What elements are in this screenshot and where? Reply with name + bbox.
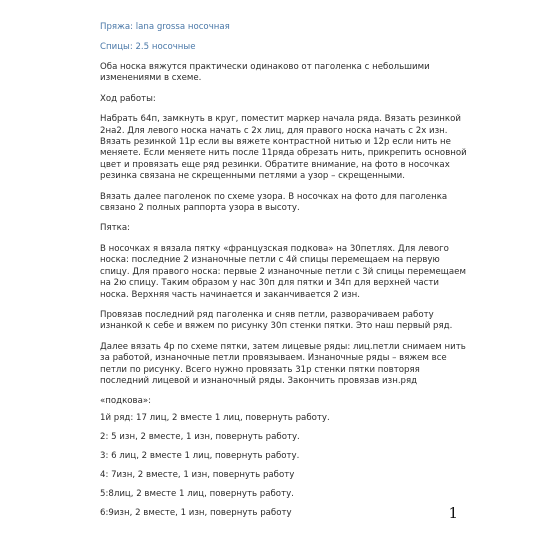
text-line: меняете. Если меняете нить после 11ряда обрезать нить, прикрепить основной xyxy=(100,148,467,159)
text-line: на 2ю спицу. Таким образом у нас 30п для пятки и 34п для верхней части xyxy=(100,278,439,289)
heel-row-5: 5:8лиц, 2 вместе 1 лиц, повернуть работу. xyxy=(100,489,294,500)
heel-title: Пятка: xyxy=(100,223,130,234)
text-line: Вязать резинкой 11р если вы вяжете контрастной нитью и 12р если нить не xyxy=(100,137,451,148)
text-line: 2на2. Для левого носка начать с 2х лиц, для правого носка начать с 2х изн. xyxy=(100,125,448,136)
text-line: связано 2 полных раппорта узора в высоту. xyxy=(100,203,300,214)
text-line: Провязав последний ряд паголенка и сняв петли, разворачиваем работу xyxy=(100,309,434,320)
yarn-heading: Пряжа: lana grossa носочная xyxy=(100,22,230,32)
text-line: носка. Верхняя часть начинается и заканчивается 2 изн. xyxy=(100,289,361,300)
heel-paragraph xyxy=(100,243,466,301)
document-body xyxy=(100,22,467,527)
heel-start-paragraph xyxy=(100,310,460,333)
heel-row-1: 1й ряд: 17 лиц, 2 вместе 1 лиц, повернуть работу. xyxy=(100,413,330,424)
text-line: спицу. Для правого носка: первые 2 изнаночные петли с 3й спицы перемещаем xyxy=(100,266,466,277)
heel-row-4: 4: 7изн, 2 вместе, 1 изн, повернуть работу xyxy=(100,470,295,481)
text-line: Далее вязать 4р по схеме пятки, затем лицевые ряды: лиц.петли снимаем нить xyxy=(100,341,466,352)
text-line: носка: последние 2 изнаночные петли с 4й спицы перемещаем на первую xyxy=(100,255,440,266)
needles-heading: Спицы: 2.5 носочные xyxy=(100,42,196,52)
horseshoe-title: «подкова»: xyxy=(100,396,152,407)
process-title: Ход работы: xyxy=(100,93,156,104)
heel-continue-paragraph xyxy=(100,341,466,388)
text-line: Вязать далее паголенок по схеме узора. В носочках на фото для паголенка xyxy=(100,191,448,202)
heel-row-2: 2: 5 изн, 2 вместе, 1 изн, повернуть работу. xyxy=(100,432,300,443)
leg-paragraph xyxy=(100,192,460,215)
text-line: Набрать 64п, замкнуть в круг, поместит маркер начала ряда. Вязать резинкой xyxy=(100,114,461,125)
text-line: за работой, изнаночные петли провязываем. Изнаночные ряды – вяжем все xyxy=(100,353,447,364)
text-line: Оба носка вяжутся практически одинаково от паголенка с небольшими xyxy=(100,62,430,72)
text-line: В носочках я вязала пятку «французская подкова» на 30петлях. Для левого xyxy=(100,243,449,254)
page-number: 1 xyxy=(448,504,458,522)
cast-on-paragraph xyxy=(100,114,467,182)
text-line: последний лицевой и изнаночный ряды. Закончить провязав изн.ряд xyxy=(100,375,418,386)
text-line: изнанкой к себе и вяжем по рисунку 30п стенки пятки. Это наш первый ряд. xyxy=(100,321,453,332)
text-line: изменениями в схеме. xyxy=(100,73,202,84)
heel-row-6: 6:9изн, 2 вместе, 1 изн, повернуть работу xyxy=(100,508,292,519)
text-line: резинка связана не скрещенными петлями а узор – скрещенными. xyxy=(100,171,405,182)
intro-paragraph xyxy=(100,62,460,85)
text-line: петли по рисунку. Всего нужно провязать 31р стенки пятки повторяя xyxy=(100,364,420,375)
heel-row-3: 3: 6 лиц, 2 вместе 1 лиц, повернуть работу. xyxy=(100,451,300,462)
text-line: цвет и провязать еще ряд резинки. Обратите внимание, на фото в носочках xyxy=(100,159,450,170)
